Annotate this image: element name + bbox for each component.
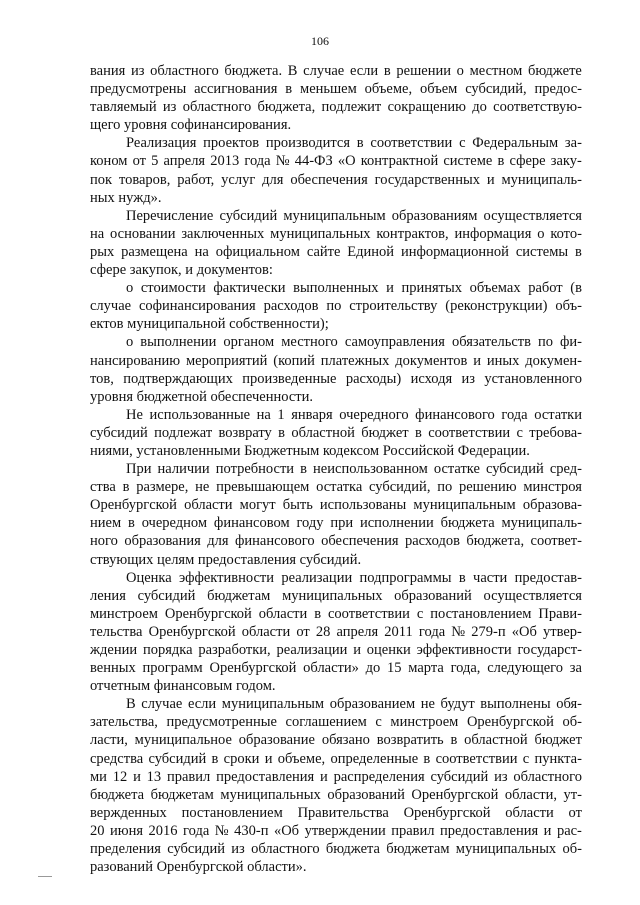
- text-line: ниями, установленными Бюджетным кодексом Российской Федерации.: [90, 442, 530, 459]
- text-line: 20 июня 2016 года № 430-п «Об утверждении правил предоставления и рас-: [90, 822, 582, 839]
- paragraph-efficiency-evaluation: [90, 569, 582, 696]
- text-line: При наличии потребности в неиспользованном остатке субсидий сред-: [126, 461, 582, 478]
- text-line: предусмотрены ассигнования в меньшем объеме, объем субсидий, предос-: [90, 81, 582, 98]
- text-line: вержденных постановлением Правительства Оренбургской области от: [90, 804, 582, 821]
- text-line: Реализация проектов производится в соответствии с Федеральным за-: [126, 135, 582, 152]
- page-number: 106: [311, 34, 329, 48]
- document-body: [90, 62, 582, 876]
- text-line: пределения субсидий из областного бюджета бюджетам муниципальных об-: [90, 841, 582, 858]
- paragraph-subsidy-transfer: [90, 207, 582, 279]
- text-line: ных нужд».: [90, 189, 162, 206]
- text-line: отчетным финансовым годом.: [90, 678, 276, 695]
- text-line: на основании заключенных муниципальных контрактов, информация о кото-: [90, 225, 582, 242]
- paragraph-subsidy-return: [90, 695, 582, 876]
- text-line: рых размещена на официальном сайте Единой информационной системы в: [90, 243, 582, 260]
- text-line: тавляемый из областного бюджета, подлежит сокращению до соответствую-: [90, 99, 582, 116]
- text-line: ектов муниципальной собственности);: [90, 316, 329, 333]
- text-line: Оценка эффективности реализации подпрограммы в части предостав-: [126, 569, 582, 586]
- paragraph-unused-balances: [90, 406, 582, 460]
- text-line: минстроем Оренбургской области в соответствии с постановлением Прави-: [90, 605, 582, 622]
- text-line: разований Оренбургской области».: [90, 859, 307, 876]
- paragraph-project-implementation: [90, 134, 582, 206]
- text-line: В случае если муниципальным образованием не будут выполнены обя-: [126, 696, 582, 713]
- text-line: субсидий подлежат возврату в областной бюджет в соответствии с требова-: [90, 424, 582, 441]
- paragraph-obligations-fulfillment: [90, 333, 582, 405]
- text-line: средства субсидий в сроки и объеме, определенные в соответствии с пункта-: [90, 750, 582, 767]
- text-line: венных программ Оренбургской области» до 15 марта года, следующего за: [90, 660, 582, 677]
- text-line: Перечисление субсидий муниципальным образованиям осуществляется: [126, 207, 582, 224]
- text-line: сфере закупок, и документов:: [90, 262, 273, 279]
- text-line: бюджета бюджетам муниципальных образований Оренбургской области, ут-: [90, 786, 582, 803]
- text-line: ства в размере, не превышающем остатка субсидий, по решению минстроя: [90, 479, 582, 496]
- text-line: ного образования для финансового обеспечения расходов бюджета, соответ-: [90, 533, 582, 550]
- text-line: нансированию мероприятий (копий платежных документов и иных докумен-: [90, 352, 582, 369]
- text-line: ления субсидий бюджетам муниципальных образований осуществляется: [90, 587, 582, 604]
- text-line: уровня бюджетной обеспеченности.: [90, 388, 314, 405]
- text-line: о выполнении органом местного самоуправления обязательств по фи-: [126, 334, 582, 351]
- text-line: ми 12 и 13 правил предоставления и распределения субсидий из областного: [90, 768, 582, 785]
- text-line: о стоимости фактически выполненных и принятых объемах работ (в: [126, 280, 582, 297]
- text-line: нием в очередном финансовом году при исполнении бюджета муниципаль-: [90, 515, 582, 532]
- text-line: Не использованные на 1 января очередного финансового года остатки: [126, 406, 582, 423]
- text-line: пок товаров, работ, услуг для обеспечения государственных и муниципаль-: [90, 171, 582, 188]
- text-line: Оренбургской области могут быть использованы муниципальным образова-: [90, 497, 582, 514]
- text-line: тов, подтверждающих произведенные расходы) исходя из установленного: [90, 370, 582, 387]
- paragraph-remaining-funds-use: [90, 460, 582, 569]
- text-line: ствующих целям предоставления субсидий.: [90, 551, 362, 568]
- text-line: зательства, предусмотренные соглашением с минстроем Оренбургской об-: [90, 714, 582, 731]
- paragraph-budget-allocations: [90, 62, 582, 134]
- text-line: тельства Оренбургской области от 28 апреля 2011 года № 279-п «Об утвер-: [90, 623, 582, 640]
- text-line: щего уровня софинансирования.: [90, 117, 292, 134]
- paragraph-work-cost-documents: [90, 279, 582, 333]
- text-line: ласти, муниципальное образование обязано возвратить в областной бюджет: [90, 732, 582, 749]
- footer-mark: [38, 876, 52, 877]
- text-line: случае софинансирования расходов по строительству (реконструкции) объ-: [90, 298, 582, 315]
- text-line: вания из областного бюджета. В случае если в решении о местном бюджете: [90, 63, 582, 79]
- text-line: ждении порядка разработки, реализации и оценки эффективности государст-: [90, 642, 582, 658]
- text-line: коном от 5 апреля 2013 года № 44-ФЗ «О контрактной системе в сфере заку-: [90, 153, 582, 170]
